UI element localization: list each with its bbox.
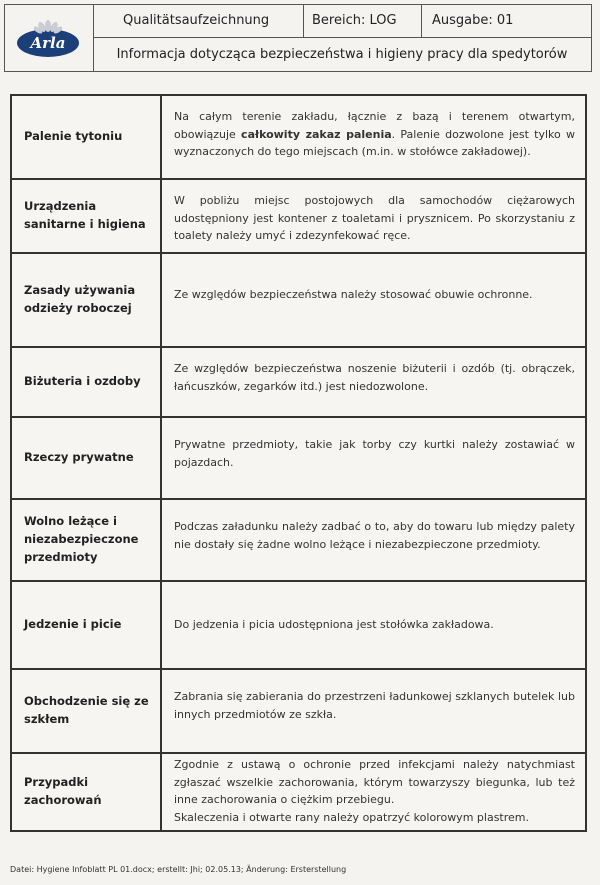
row-text: Zgodnie z ustawą o ochronie przed infekcjami należy natychmiast zgłaszać wszelkie zachorowania, którym towarzyszy biegunka, lub też inne zachorowania o ciężkim przebiegu. Skaleczenia i otwarte rany należy opatrzyć kolorowym plastrem. [174,758,575,824]
logo-cell [5,5,94,71]
table-row [12,254,585,348]
row-text: Na całym terenie zakładu, łącznie z bazą i terenem otwartym, obowiązuje całkowity zakaz palenia. Palenie dozwolone jest tylko w wyznaczonych do tego miejscach (m.in. w stołówce zakładowej). [174,110,575,159]
row-text: Prywatne przedmioty, takie jak torby czy kurtki należy zostawiać w pojazdach. [174,438,575,469]
row-label: Palenie tytoniu [12,96,162,178]
row-text-bold: całkowity zakaz palenia [241,127,392,141]
svg-text:Arla: Arla [30,34,66,52]
row-label: Zasady używania odzieży roboczej [12,254,162,346]
row-text: Zabrania się zabierania do przestrzeni ładunkowej szklanych butelek lub innych przedmiotów ze szkła. [174,690,575,721]
header-bereich: Bereich: LOG [303,5,421,37]
table-row [12,500,585,582]
table-row [12,582,585,670]
table-row [12,754,585,830]
header-ausgabe: Ausgabe: 01 [421,5,591,37]
arla-logo-icon [15,17,81,59]
header-title: Qualitätsaufzeichnung [123,13,270,28]
row-label: Wolno leżące i niezabezpieczone przedmioty [12,500,162,580]
row-label: Rzeczy prywatne [12,418,162,498]
document-footer: Datei: Hygiene Infoblatt PL 01.docx; erstellt: Jhi; 02.05.13; Änderung: Ersterstellung [10,865,347,874]
header-top-row [93,5,591,38]
table-row [12,348,585,418]
row-text: Podczas załadunku należy zadbać o to, aby do towaru lub między palety nie dostały się żadne wolno leżące i niezabezpieczone przedmioty. [174,520,575,551]
row-label: Urządzenia sanitarne i higiena [12,180,162,252]
row-text: W pobliżu miejsc postojowych dla samochodów ciężarowych udostępniony jest kontener z toaletami i prysznicem. Po skorzystaniu z toalety należy umyć i zdezynfekować ręce. [174,194,575,243]
row-text: Ze względów bezpieczeństwa noszenie biżuterii i ozdób (tj. obrączek, łańcuszków, zegarków itd.) jest niedozwolone. [174,362,575,393]
row-text: Do jedzenia i picia udostępniona jest stołówka zakładowa. [174,618,494,631]
rules-table [10,94,587,832]
table-row [12,96,585,180]
table-row [12,670,585,754]
row-label: Obchodzenie się ze szkłem [12,670,162,752]
document-header [4,4,592,72]
table-row [12,418,585,500]
row-label: Jedzenie i picie [12,582,162,668]
row-label: Biżuteria i ozdoby [12,348,162,416]
row-label: Przypadki zachorowań [12,754,162,830]
table-row [12,180,585,254]
header-subtitle: Informacja dotycząca bezpieczeństwa i higieny pracy dla spedytorów [116,47,568,62]
row-text: Ze względów bezpieczeństwa należy stosować obuwie ochronne. [174,288,533,301]
